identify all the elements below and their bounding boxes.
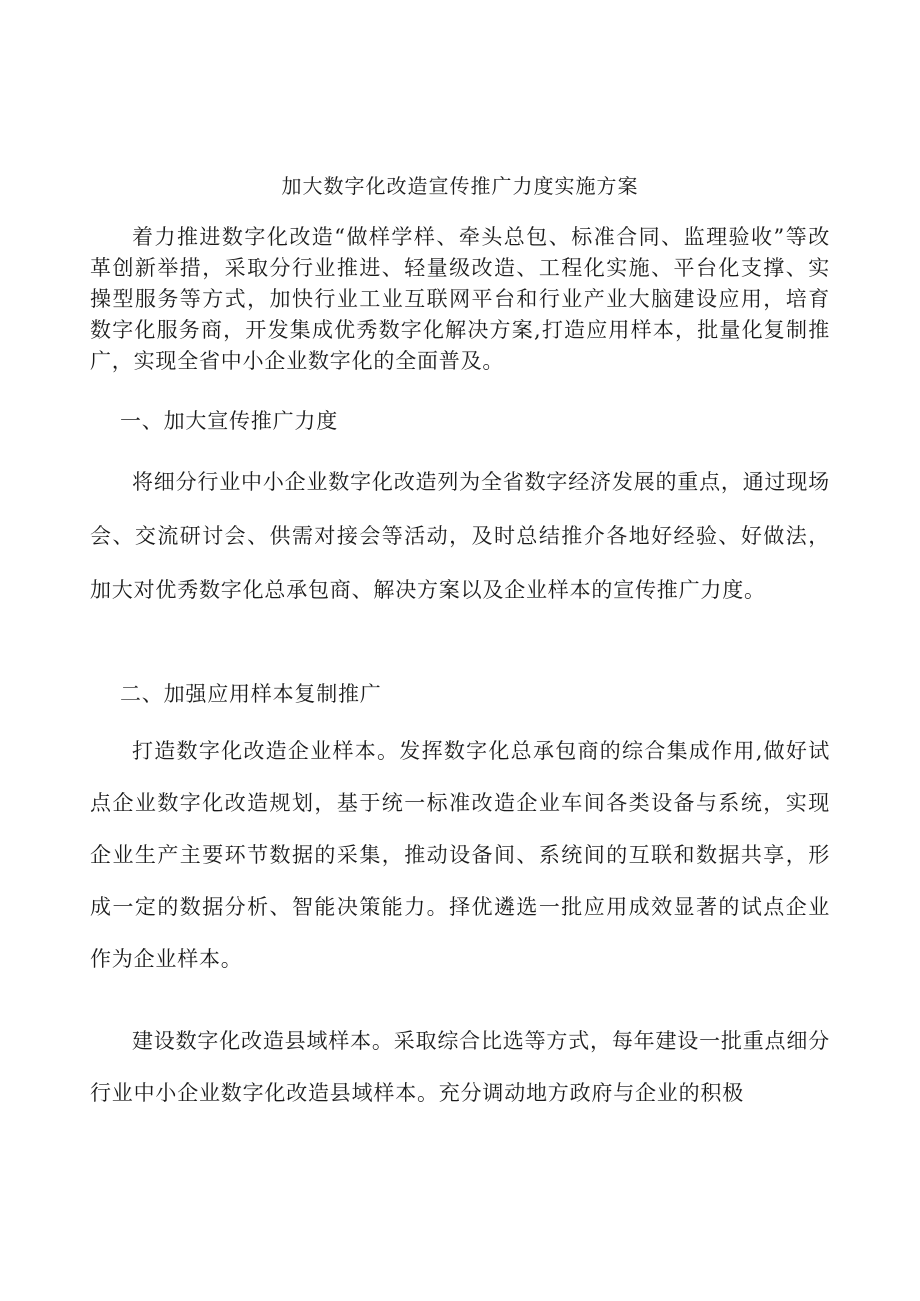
document-title: 加大数字化改造宣传推广力度实施方案 [281,174,639,198]
section-2-heading: 二、加强应用样本复制推广 [120,682,382,706]
intro-paragraph: 着力推进数字化改造“做样学样、牵头总包、标准合同、监理验收”等改革创新举措，采取分行业推进、轻量级改造、工程化实施、平台化支撑、实操型服务等方式，加快行业工业互联网平台和行业产业大脑建设应用，培育数字化服务商，开发集成优秀数字化解决方案,打造应用样本，批量化复制推广，实现全省中小企业数字化的全面普及。 [90,225,830,373]
section-2-paragraph-2: 建设数字化改造县域样本。采取综合比选等方式，每年建设一批重点细分行业中小企业数字化改造县域样本。充分调动地方政府与企业的积极 [90,1029,830,1105]
section-1-paragraph: 将细分行业中小企业数字化改造列为全省数字经济发展的重点，通过现场会、交流研讨会、供需对接会等活动，及时总结推介各地好经验、好做法，加大对优秀数字化总承包商、解决方案以及企业样本的宣传推广力度。 [90,470,830,602]
section-1-heading: 一、加大宣传推广力度 [120,409,338,433]
section-2-paragraph-1: 打造数字化改造企业样本。发挥数字化总承包商的综合集成作用,做好试点企业数字化改造规划，基于统一标准改造企业车间各类设备与系统，实现企业生产主要环节数据的采集，推动设备间、系统间的互联和数据共享，形成一定的数据分析、智能决策能力。择优遴选一批应用成效显著的试点企业作为企业样本。 [90,739,830,971]
